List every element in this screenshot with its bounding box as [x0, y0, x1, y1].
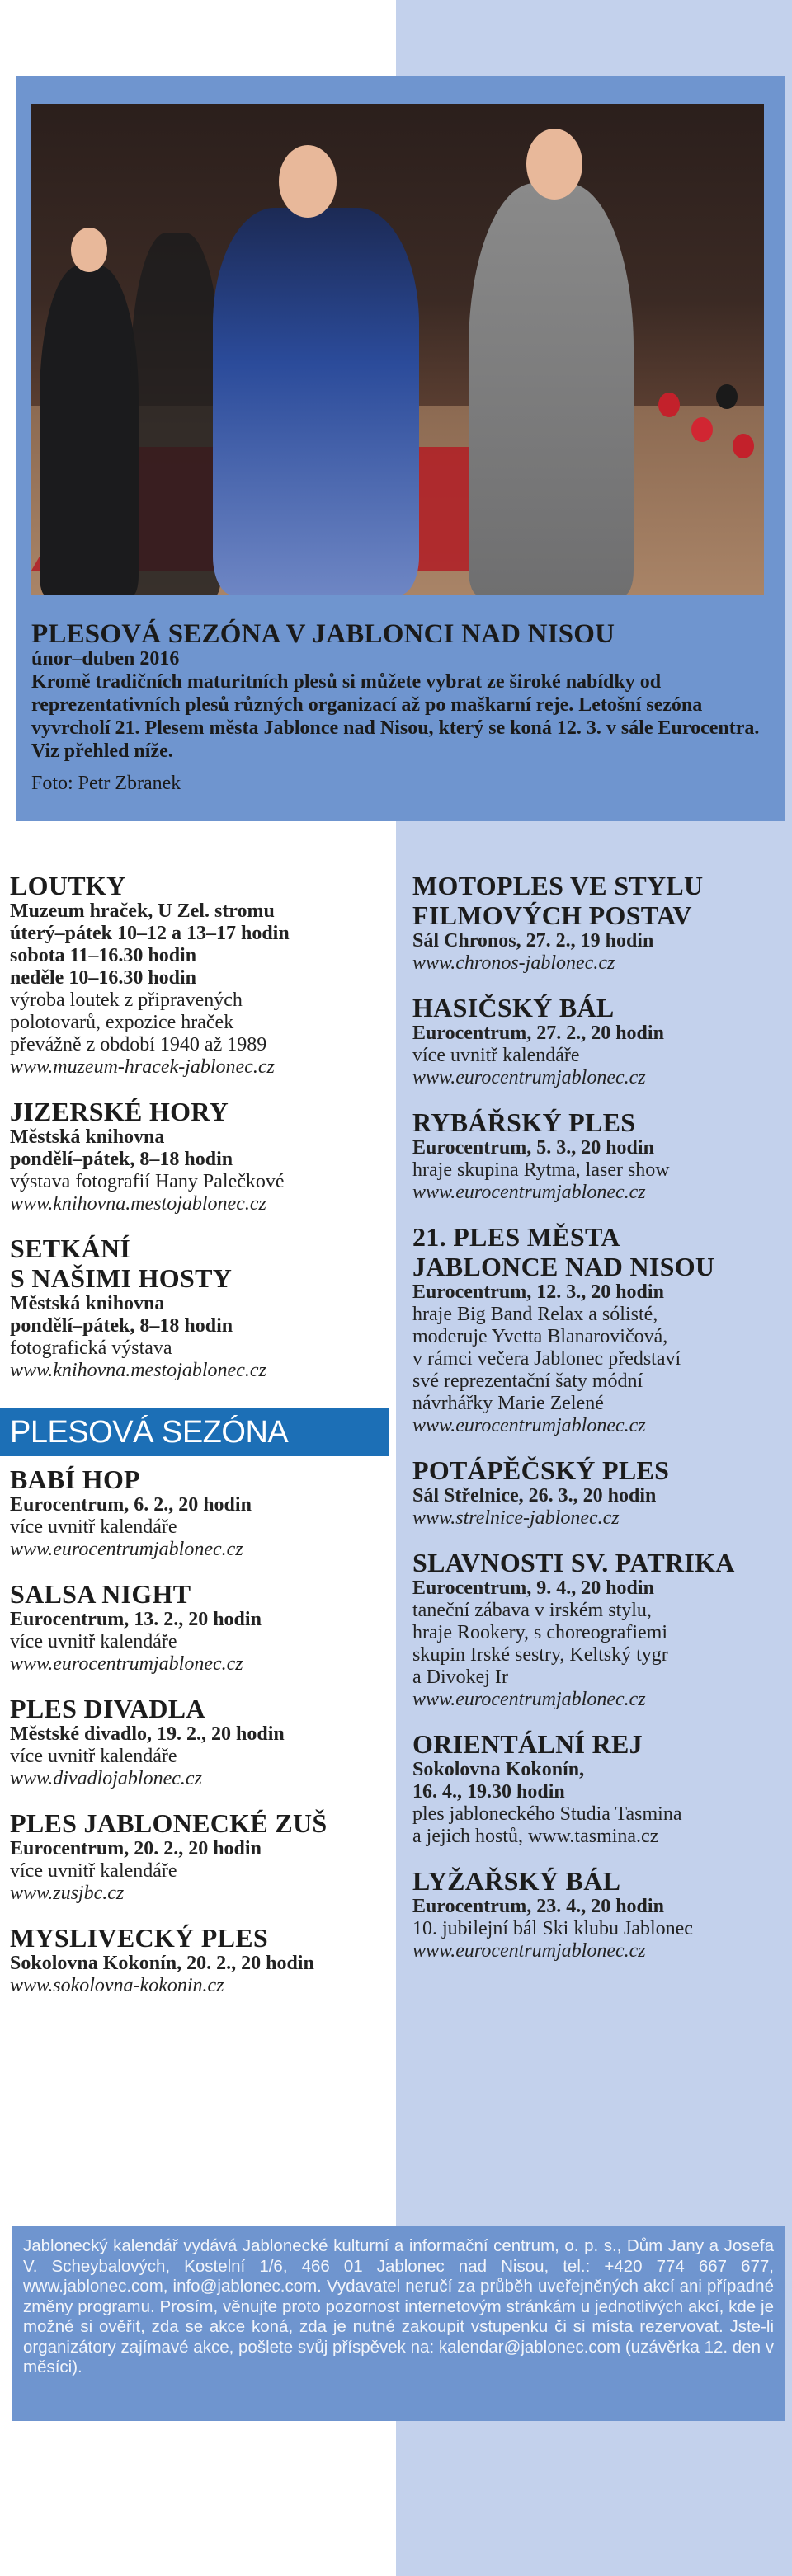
guest-head	[71, 228, 107, 272]
event-item	[10, 1808, 389, 1905]
event-venue-time: Sokolovna Kokonín, 20. 2., 20 hodin	[10, 1953, 314, 1974]
event-venue-time: Eurocentrum, 9. 4., 20 hodin	[412, 1577, 654, 1599]
event-item	[10, 1097, 389, 1215]
background-guest-figure	[130, 233, 221, 595]
hero-panel	[16, 76, 785, 821]
event-description: návrhářky Marie Zelené	[412, 1393, 604, 1414]
event-link[interactable]: www.eurocentrumjablonec.cz	[412, 1415, 646, 1436]
background-guest-figure	[40, 266, 139, 595]
dancer-in-grey-suit	[469, 183, 634, 595]
publisher-footer: Jablonecký kalendář vydává Jablonecké kulturní a informační centrum, o. p. s., Dům Jany a Josefa V. Scheybalových, Kostelní 1/6, 466 01 Jablonec nad Nisou, tel.: +420 774 667 677, www.jablonec.com, info@jablonec.com. Vydavatel neručí za průběh uveřejněných akcí ani případné změny programu. Prosím, věnujte proto pozornost internetovým stránkám u jednotlivých akcí, kde je možné si ověřit, zda se akce koná, zda je nutné zakoupit vstupenku či si místa rezervovat. Jste-li organizátory zajímavé akce, pošlete svůj příspěvek na: kalendar@jablonec.com (uzávěrka 12. den v měsíci).	[12, 2226, 785, 2421]
event-title: MOTOPLES VE STYLU FILMOVÝCH POSTAV	[412, 871, 704, 930]
event-description: ples jabloneckého Studia Tasmina	[412, 1803, 682, 1825]
event-description: převážně z období 1940 až 1989	[10, 1034, 267, 1055]
event-venue-time: Sál Střelnice, 26. 3., 20 hodin	[412, 1485, 657, 1507]
event-venue-time: Eurocentrum, 6. 2., 20 hodin	[10, 1494, 252, 1516]
balloon	[716, 384, 738, 409]
event-link[interactable]: www.eurocentrumjablonec.cz	[412, 1067, 646, 1088]
event-venue-time: Městské divadlo, 19. 2., 20 hodin	[10, 1723, 285, 1745]
event-item	[412, 993, 792, 1089]
event-link[interactable]: www.eurocentrumjablonec.cz	[412, 1182, 646, 1203]
event-description: výstava fotografií Hany Palečkové	[10, 1171, 285, 1192]
event-title: LYŽAŘSKÝ BÁL	[412, 1866, 621, 1896]
event-venue-time: Městská knihovna	[10, 1126, 165, 1148]
event-link[interactable]: www.sokolovna-kokonin.cz	[10, 1975, 224, 1996]
event-link[interactable]: www.zusjbc.cz	[10, 1883, 125, 1904]
dancer-head	[526, 129, 582, 200]
event-title: PLES JABLONECKÉ ZUŠ	[10, 1808, 328, 1838]
event-link[interactable]: www.eurocentrumjablonec.cz	[10, 1653, 243, 1675]
event-venue-time: Eurocentrum, 13. 2., 20 hodin	[10, 1609, 262, 1630]
event-item	[412, 1866, 792, 1963]
event-link[interactable]: www.strelnice-jablonec.cz	[412, 1507, 620, 1529]
event-venue-time: Sokolovna Kokonín,	[412, 1759, 585, 1780]
ball-dance-photo	[31, 104, 764, 595]
event-title: 21. PLES MĚSTA JABLONCE NAD NISOU	[412, 1222, 715, 1281]
event-title: LOUTKY	[10, 871, 126, 900]
event-venue-time: Sál Chronos, 27. 2., 19 hodin	[412, 930, 654, 952]
hero-title: PLESOVÁ SEZÓNA V JABLONCI NAD NISOU	[31, 619, 615, 649]
event-description: moderuje Yvetta Blanarovičová,	[412, 1326, 668, 1347]
event-item	[10, 1579, 389, 1676]
event-venue-time: pondělí–pátek, 8–18 hodin	[10, 1315, 233, 1337]
event-description: hraje Big Band Relax a sólisté,	[412, 1304, 658, 1325]
event-item	[412, 1455, 792, 1530]
hero-body: Kromě tradičních maturitních plesů si můžete vybrat ze široké nabídky od reprezentativních plesů různých organizací až po maškarní reje. Letošní sezóna vyvrcholí 21. Plesem města Jablonce nad Nisou, který se koná 12. 3. v sále Eurocentra. Viz přehled níže.	[31, 671, 760, 762]
event-description: v rámci večera Jablonec představí	[412, 1348, 681, 1370]
event-description: skupin Irské sestry, Keltský tygr	[412, 1644, 668, 1666]
dancer-in-blue-dress	[213, 208, 419, 595]
event-description: více uvnitř kalendáře	[10, 1516, 177, 1538]
event-title: MYSLIVECKÝ PLES	[10, 1923, 268, 1953]
event-link[interactable]: www.muzeum-hracek-jablonec.cz	[10, 1056, 275, 1078]
event-title: HASIČSKÝ BÁL	[412, 993, 615, 1022]
event-venue-time: Eurocentrum, 23. 4., 20 hodin	[412, 1896, 664, 1917]
event-item	[412, 1729, 792, 1848]
section-banner: PLESOVÁ SEZÓNA	[0, 1408, 389, 1456]
event-venue-time: Muzeum hraček, U Zel. stromu	[10, 900, 275, 922]
dancer-head	[279, 145, 337, 218]
event-description: své reprezentační šaty módní	[412, 1370, 644, 1392]
event-venue-time: 16. 4., 19.30 hodin	[412, 1781, 565, 1803]
event-link[interactable]: www.eurocentrumjablonec.cz	[10, 1539, 243, 1560]
event-venue-time: neděle 10–16.30 hodin	[10, 967, 197, 989]
balloon	[691, 417, 713, 442]
event-description: hraje skupina Rytma, laser show	[412, 1159, 670, 1181]
event-item	[412, 1548, 792, 1711]
event-link[interactable]: www.eurocentrumjablonec.cz	[412, 1940, 646, 1962]
event-title: PLES DIVADLA	[10, 1694, 205, 1723]
event-link[interactable]: www.eurocentrumjablonec.cz	[412, 1689, 646, 1710]
event-description: více uvnitř kalendáře	[412, 1045, 580, 1066]
event-venue-time: sobota 11–16.30 hodin	[10, 945, 197, 966]
event-item	[412, 1222, 792, 1437]
event-link[interactable]: www.divadlojablonec.cz	[10, 1768, 202, 1789]
event-venue-time: Eurocentrum, 27. 2., 20 hodin	[412, 1022, 664, 1044]
event-description: a Divokej Ir	[412, 1666, 508, 1688]
event-description: fotografická výstava	[10, 1337, 172, 1359]
event-item	[10, 1464, 389, 1561]
photo-credit: Foto: Petr Zbranek	[31, 773, 182, 794]
event-title: SETKÁNÍ S NAŠIMI HOSTY	[10, 1234, 233, 1293]
event-venue-time: Eurocentrum, 20. 2., 20 hodin	[10, 1838, 262, 1859]
event-description: více uvnitř kalendáře	[10, 1631, 177, 1652]
event-item	[10, 1234, 389, 1382]
event-description: polotovarů, expozice hraček	[10, 1012, 234, 1033]
event-description: taneční zábava v irském stylu,	[412, 1600, 652, 1621]
exhibition-list	[10, 871, 389, 1382]
event-item	[412, 1107, 792, 1204]
left-column	[10, 871, 389, 2015]
event-title: SLAVNOSTI SV. PATRIKA	[412, 1548, 735, 1577]
event-title: ORIENTÁLNÍ REJ	[412, 1729, 643, 1759]
balloon	[733, 434, 754, 458]
event-description: 10. jubilejní bál Ski klubu Jablonec	[412, 1918, 693, 1939]
event-title: SALSA NIGHT	[10, 1579, 191, 1609]
event-title: BABÍ HOP	[10, 1464, 140, 1494]
event-link[interactable]: www.knihovna.mestojablonec.cz	[10, 1360, 266, 1381]
event-venue-time: úterý–pátek 10–12 a 13–17 hodin	[10, 923, 290, 944]
event-link[interactable]: www.knihovna.mestojablonec.cz	[10, 1193, 266, 1215]
event-item	[412, 871, 792, 975]
event-title: POTÁPĚČSKÝ PLES	[412, 1455, 670, 1485]
event-venue-time: Eurocentrum, 5. 3., 20 hodin	[412, 1137, 654, 1159]
right-column	[412, 871, 792, 1981]
event-venue-time: Městská knihovna	[10, 1293, 165, 1314]
event-description: a jejich hostů, www.tasmina.cz	[412, 1826, 659, 1847]
event-title: JIZERSKÉ HORY	[10, 1097, 229, 1126]
event-title: RYBÁŘSKÝ PLES	[412, 1107, 636, 1137]
ball-list	[10, 1464, 389, 1997]
balloon	[658, 393, 680, 417]
event-description: více uvnitř kalendáře	[10, 1860, 177, 1882]
event-item	[10, 1694, 389, 1790]
event-venue-time: pondělí–pátek, 8–18 hodin	[10, 1149, 233, 1170]
event-link[interactable]: www.chronos-jablonec.cz	[412, 952, 615, 974]
ball-list-continued	[412, 871, 792, 1963]
hero-subtitle: únor–duben 2016	[31, 648, 180, 670]
event-item	[10, 1923, 389, 1997]
event-item	[10, 871, 389, 1079]
event-description: hraje Rookery, s choreografiemi	[412, 1622, 667, 1643]
event-venue-time: Eurocentrum, 12. 3., 20 hodin	[412, 1281, 664, 1303]
event-description: výroba loutek z připravených	[10, 990, 243, 1011]
event-description: více uvnitř kalendáře	[10, 1746, 177, 1767]
